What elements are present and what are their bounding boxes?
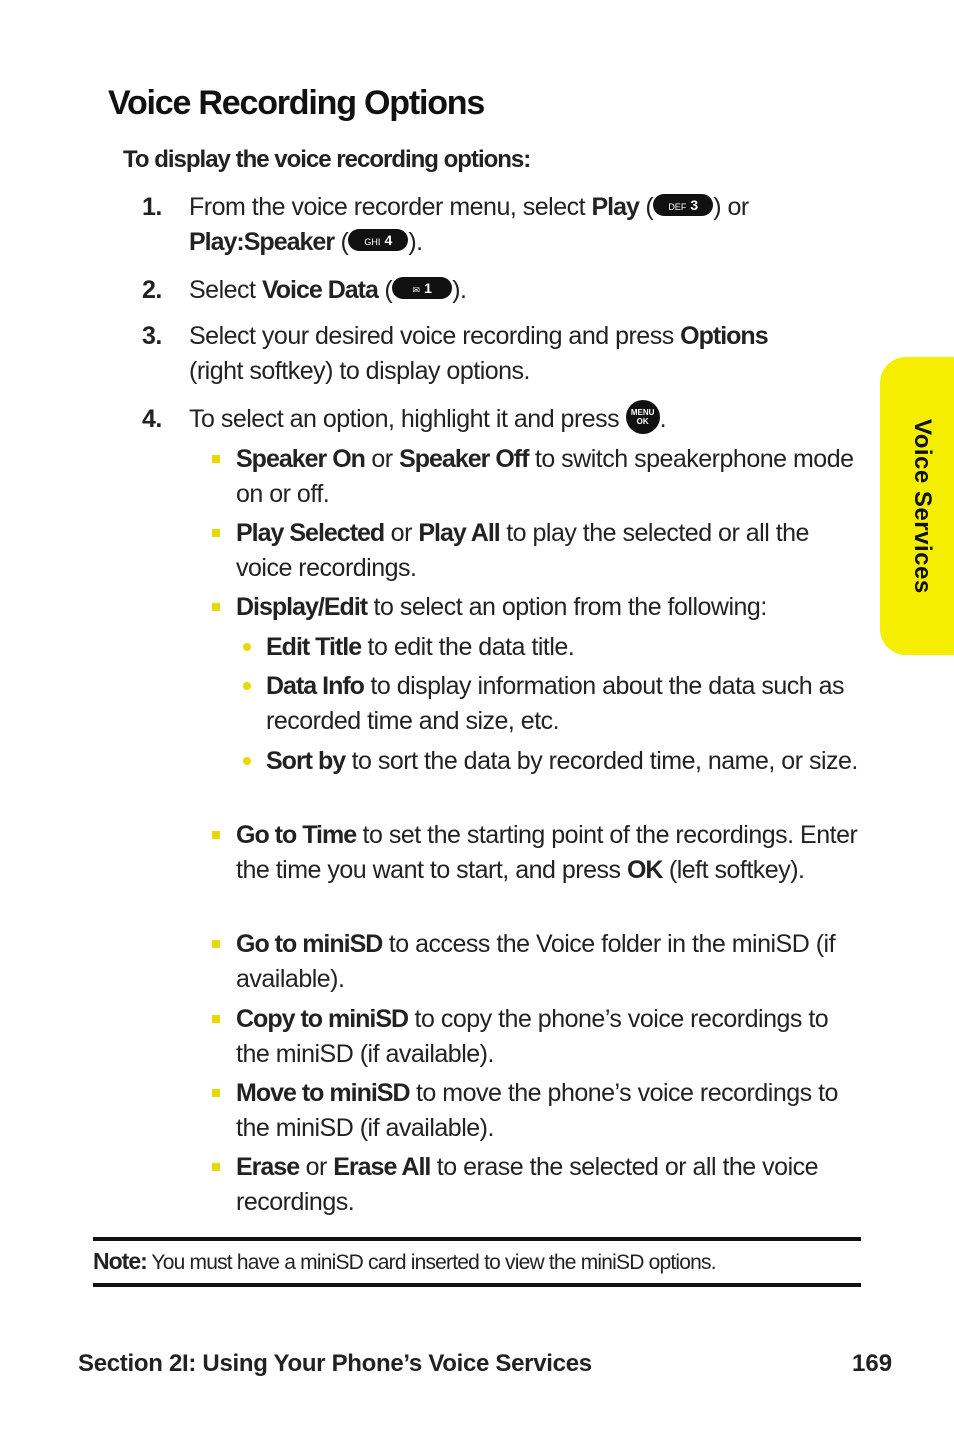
option-name: Sort by	[266, 747, 346, 775]
menu-option: Options	[680, 322, 768, 350]
key-number: 1	[424, 280, 432, 297]
text: or	[384, 519, 419, 547]
square-bullet-icon	[212, 1163, 220, 1171]
option-name: Go to miniSD	[236, 930, 383, 958]
text: .	[659, 405, 667, 433]
text: to select an option from the following:	[367, 593, 767, 621]
option-name: Speaker On	[236, 445, 365, 473]
text: or	[299, 1153, 334, 1181]
text: (right softkey) to display options.	[189, 357, 530, 385]
square-bullet-icon	[212, 1089, 220, 1097]
option-name: Speaker Off	[399, 445, 529, 473]
square-bullet-icon	[212, 529, 220, 537]
round-bullet-icon	[243, 682, 251, 690]
text: Select your desired voice recording and press	[189, 322, 681, 350]
footer-section-title: Section 2I: Using Your Phone’s Voice Services	[78, 1350, 592, 1377]
text: ).	[408, 228, 423, 256]
page-title: Voice Recording Options	[108, 84, 485, 122]
option-name: Display/Edit	[236, 593, 368, 621]
intro-heading: To display the voice recording options:	[123, 146, 531, 173]
list-item-text	[236, 1076, 866, 1146]
list-item-text	[266, 669, 866, 739]
list-item-text	[236, 590, 866, 625]
option-name: Edit Title	[266, 633, 362, 661]
text: From the voice recorder menu, select	[189, 193, 592, 221]
note-box	[93, 1237, 861, 1287]
key-1-mail-icon	[392, 277, 452, 299]
option-name: Play All	[418, 519, 500, 547]
note-text: You must have a miniSD card inserted to view the miniSD options.	[146, 1251, 716, 1274]
section-side-tab	[880, 357, 954, 655]
menu-ok-icon	[626, 400, 660, 434]
text: Select	[189, 276, 262, 304]
square-bullet-icon	[212, 831, 220, 839]
step-number: 4.	[142, 405, 162, 433]
text: to edit the data title.	[361, 633, 575, 661]
key-letters: DEF	[668, 202, 687, 213]
step-number: 1.	[142, 193, 162, 221]
key-4-icon	[348, 229, 408, 251]
text: or	[364, 445, 400, 473]
option-name: Erase All	[333, 1153, 431, 1181]
option-name: Move to miniSD	[236, 1079, 410, 1107]
list-item-text	[236, 516, 866, 586]
text: (	[638, 193, 654, 221]
list-item-text	[266, 744, 866, 779]
list-item-text	[266, 630, 866, 665]
key-number: 4	[384, 232, 393, 249]
option-name: Copy to miniSD	[236, 1005, 409, 1033]
round-bullet-icon	[243, 757, 251, 765]
step-text	[189, 402, 839, 437]
key-letters: GHI	[364, 237, 381, 248]
option-name: Play Selected	[236, 519, 385, 547]
menu-option: Play:Speaker	[189, 228, 335, 256]
text: to move the phone’s voice recordings to the miniSD (if available).	[236, 1079, 838, 1142]
text: to switch speakerphone mode on or off.	[236, 445, 854, 508]
text: To select an option, highlight it and press	[189, 405, 626, 433]
step-number: 3.	[142, 322, 162, 350]
key-number: 3	[690, 197, 699, 214]
text: to copy the phone’s voice recordings to the miniSD (if available).	[236, 1005, 829, 1068]
step-number: 2.	[142, 276, 162, 304]
text: to sort the data by recorded time, name, or size.	[345, 747, 858, 775]
round-bullet-icon	[243, 643, 251, 651]
text: (	[334, 228, 349, 256]
option-name: Data Info	[266, 672, 364, 700]
text: to set the starting point of the recordings. Enter the time you want to start, and press	[236, 821, 858, 884]
square-bullet-icon	[212, 603, 220, 611]
note-label: Note:	[93, 1248, 147, 1274]
text: (	[377, 276, 393, 304]
list-item-text	[236, 1150, 866, 1220]
text: (left softkey).	[662, 856, 805, 884]
text: to access the Voice folder in the miniSD (if available).	[236, 930, 836, 993]
text: to erase the selected or all the voice recordings.	[236, 1153, 819, 1216]
step-text	[189, 273, 839, 308]
step-text	[189, 190, 839, 260]
menu-option: Play	[591, 193, 639, 221]
step-text	[189, 319, 839, 389]
key-label: MENU	[630, 408, 655, 418]
note	[93, 1248, 716, 1275]
option-name: Erase	[236, 1153, 300, 1181]
square-bullet-icon	[212, 940, 220, 948]
text: to play the selected or all the voice recordings.	[236, 519, 809, 582]
menu-option: Voice Data	[261, 276, 378, 304]
square-bullet-icon	[212, 1015, 220, 1023]
mail-icon: ✉	[412, 285, 421, 296]
text: ) or	[713, 193, 749, 221]
text: ).	[452, 276, 467, 304]
list-item-text	[236, 442, 866, 512]
list-item-text	[236, 1002, 866, 1072]
option-name: OK	[626, 856, 663, 884]
text: to display information about the data such as recorded time and size, etc.	[266, 672, 845, 735]
list-item-text	[236, 818, 866, 888]
side-tab-label: Voice Services	[909, 419, 936, 594]
square-bullet-icon	[212, 455, 220, 463]
list-item-text	[236, 927, 866, 997]
key-label: OK	[636, 417, 649, 427]
page-number: 169	[852, 1350, 893, 1377]
key-3-icon	[653, 194, 713, 216]
option-name: Go to Time	[236, 821, 357, 849]
